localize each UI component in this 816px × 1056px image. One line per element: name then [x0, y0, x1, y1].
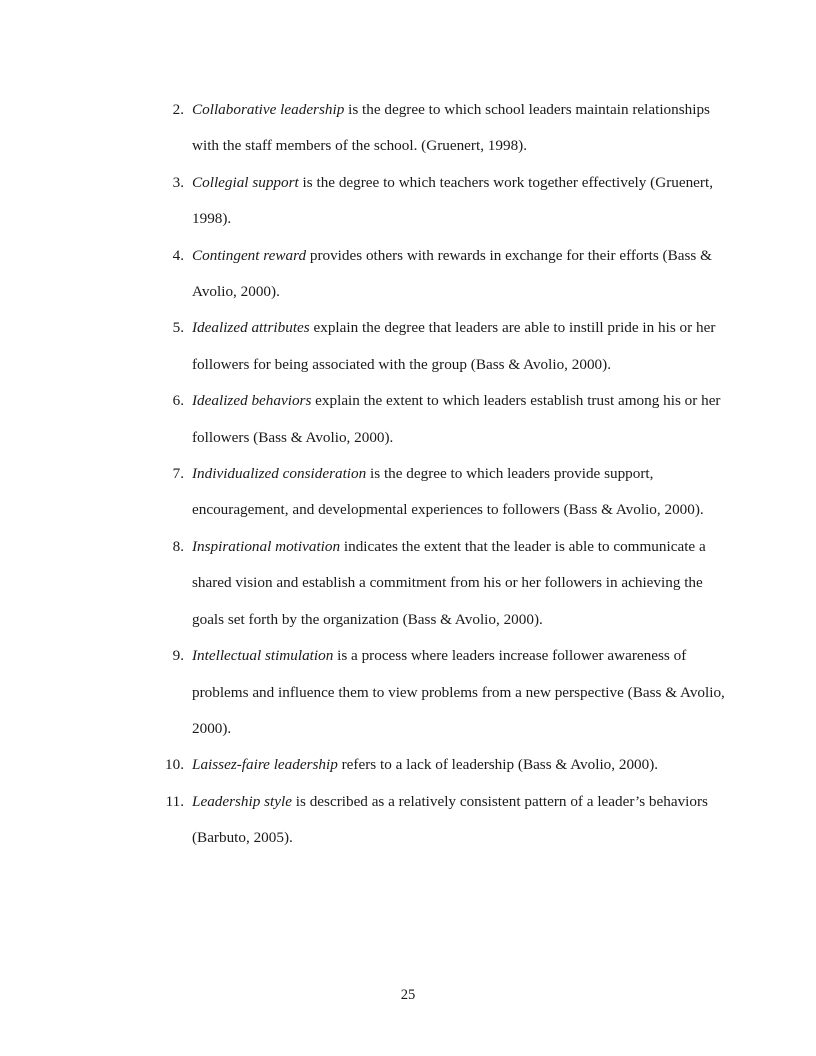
list-item-body	[192, 529, 728, 638]
list-item-definition: explain the extent to which leaders establish trust among his or her followers (Bass & Avolio, 2000).	[192, 392, 721, 446]
definition-list-container	[160, 92, 728, 857]
definition-list	[160, 92, 728, 857]
list-item	[160, 165, 728, 238]
list-item-definition: provides others with rewards in exchange for their efforts (Bass & Avolio, 2000).	[192, 246, 712, 301]
list-item-term: Collegial support	[192, 173, 299, 191]
list-item-term: Idealized attributes	[192, 319, 310, 337]
list-item-number: 6.	[172, 392, 184, 410]
list-item	[160, 92, 728, 165]
list-item-term: Idealized behaviors	[192, 392, 312, 410]
list-item	[160, 456, 728, 529]
list-item-definition: explain the degree that leaders are able to instill pride in his or her followers for being associated with the group (Bass & Avolio, 2000).	[192, 319, 716, 373]
list-item-number: 3.	[172, 173, 184, 191]
list-item	[160, 238, 728, 311]
list-item-number: 11.	[165, 792, 184, 810]
list-item-term: Collaborative leadership	[192, 101, 345, 118]
list-item-number: 4.	[172, 246, 184, 264]
list-item-definition: refers to a lack of leadership (Bass & Avolio, 2000).	[337, 756, 659, 774]
list-item-body	[192, 638, 728, 747]
list-item-term: Inspirational motivation	[192, 537, 341, 555]
list-item-definition: indicates the extent that the leader is able to communicate a shared vision and establish a commitment from his or her followers in achieving the goals set forth by the organization (Bass & Avolio, 2000).	[192, 537, 706, 628]
list-item-number: 9.	[172, 647, 184, 665]
list-item-number: 10.	[165, 756, 184, 774]
list-item-number: 8.	[172, 537, 184, 555]
list-item-body	[192, 310, 728, 383]
list-item-term: Laissez-faire leadership	[192, 756, 338, 774]
list-item	[160, 383, 728, 456]
list-item-number: 7.	[172, 465, 184, 483]
list-item-definition: is a process where leaders increase follower awareness of problems and influence them to view problems from a new perspective (Bass & Avolio, 2000).	[192, 647, 725, 737]
list-item	[160, 747, 728, 783]
list-item-body	[192, 747, 728, 783]
list-item-term: Intellectual stimulation	[192, 647, 334, 665]
list-item-body	[192, 784, 728, 857]
page-number: 25	[400, 987, 416, 1003]
list-item	[160, 638, 728, 747]
list-item-body	[192, 165, 728, 238]
list-item-definition: is the degree to which school leaders maintain relationships with the staff members of the school. (Gruenert, 1998).	[192, 101, 710, 155]
list-item	[160, 784, 728, 857]
list-item-body	[192, 92, 728, 165]
list-item	[160, 529, 728, 638]
list-item-definition: is the degree to which teachers work together effectively (Gruenert, 1998).	[192, 173, 713, 228]
list-item-body	[192, 383, 728, 456]
list-item-number: 5.	[172, 319, 184, 337]
list-item-term: Individualized consideration	[192, 465, 367, 483]
list-item-body	[192, 456, 728, 529]
list-item-term: Leadership style	[192, 792, 292, 810]
list-item-body	[192, 238, 728, 311]
list-item-definition: is the degree to which leaders provide support, encouragement, and developmental experiences to followers (Bass & Avolio, 2000).	[192, 465, 704, 519]
list-item-definition: is described as a relatively consistent pattern of a leader’s behaviors (Barbuto, 2005).	[192, 792, 708, 847]
list-item	[160, 310, 728, 383]
list-item-term: Contingent reward	[192, 246, 307, 264]
list-item-number: 2.	[172, 101, 184, 118]
